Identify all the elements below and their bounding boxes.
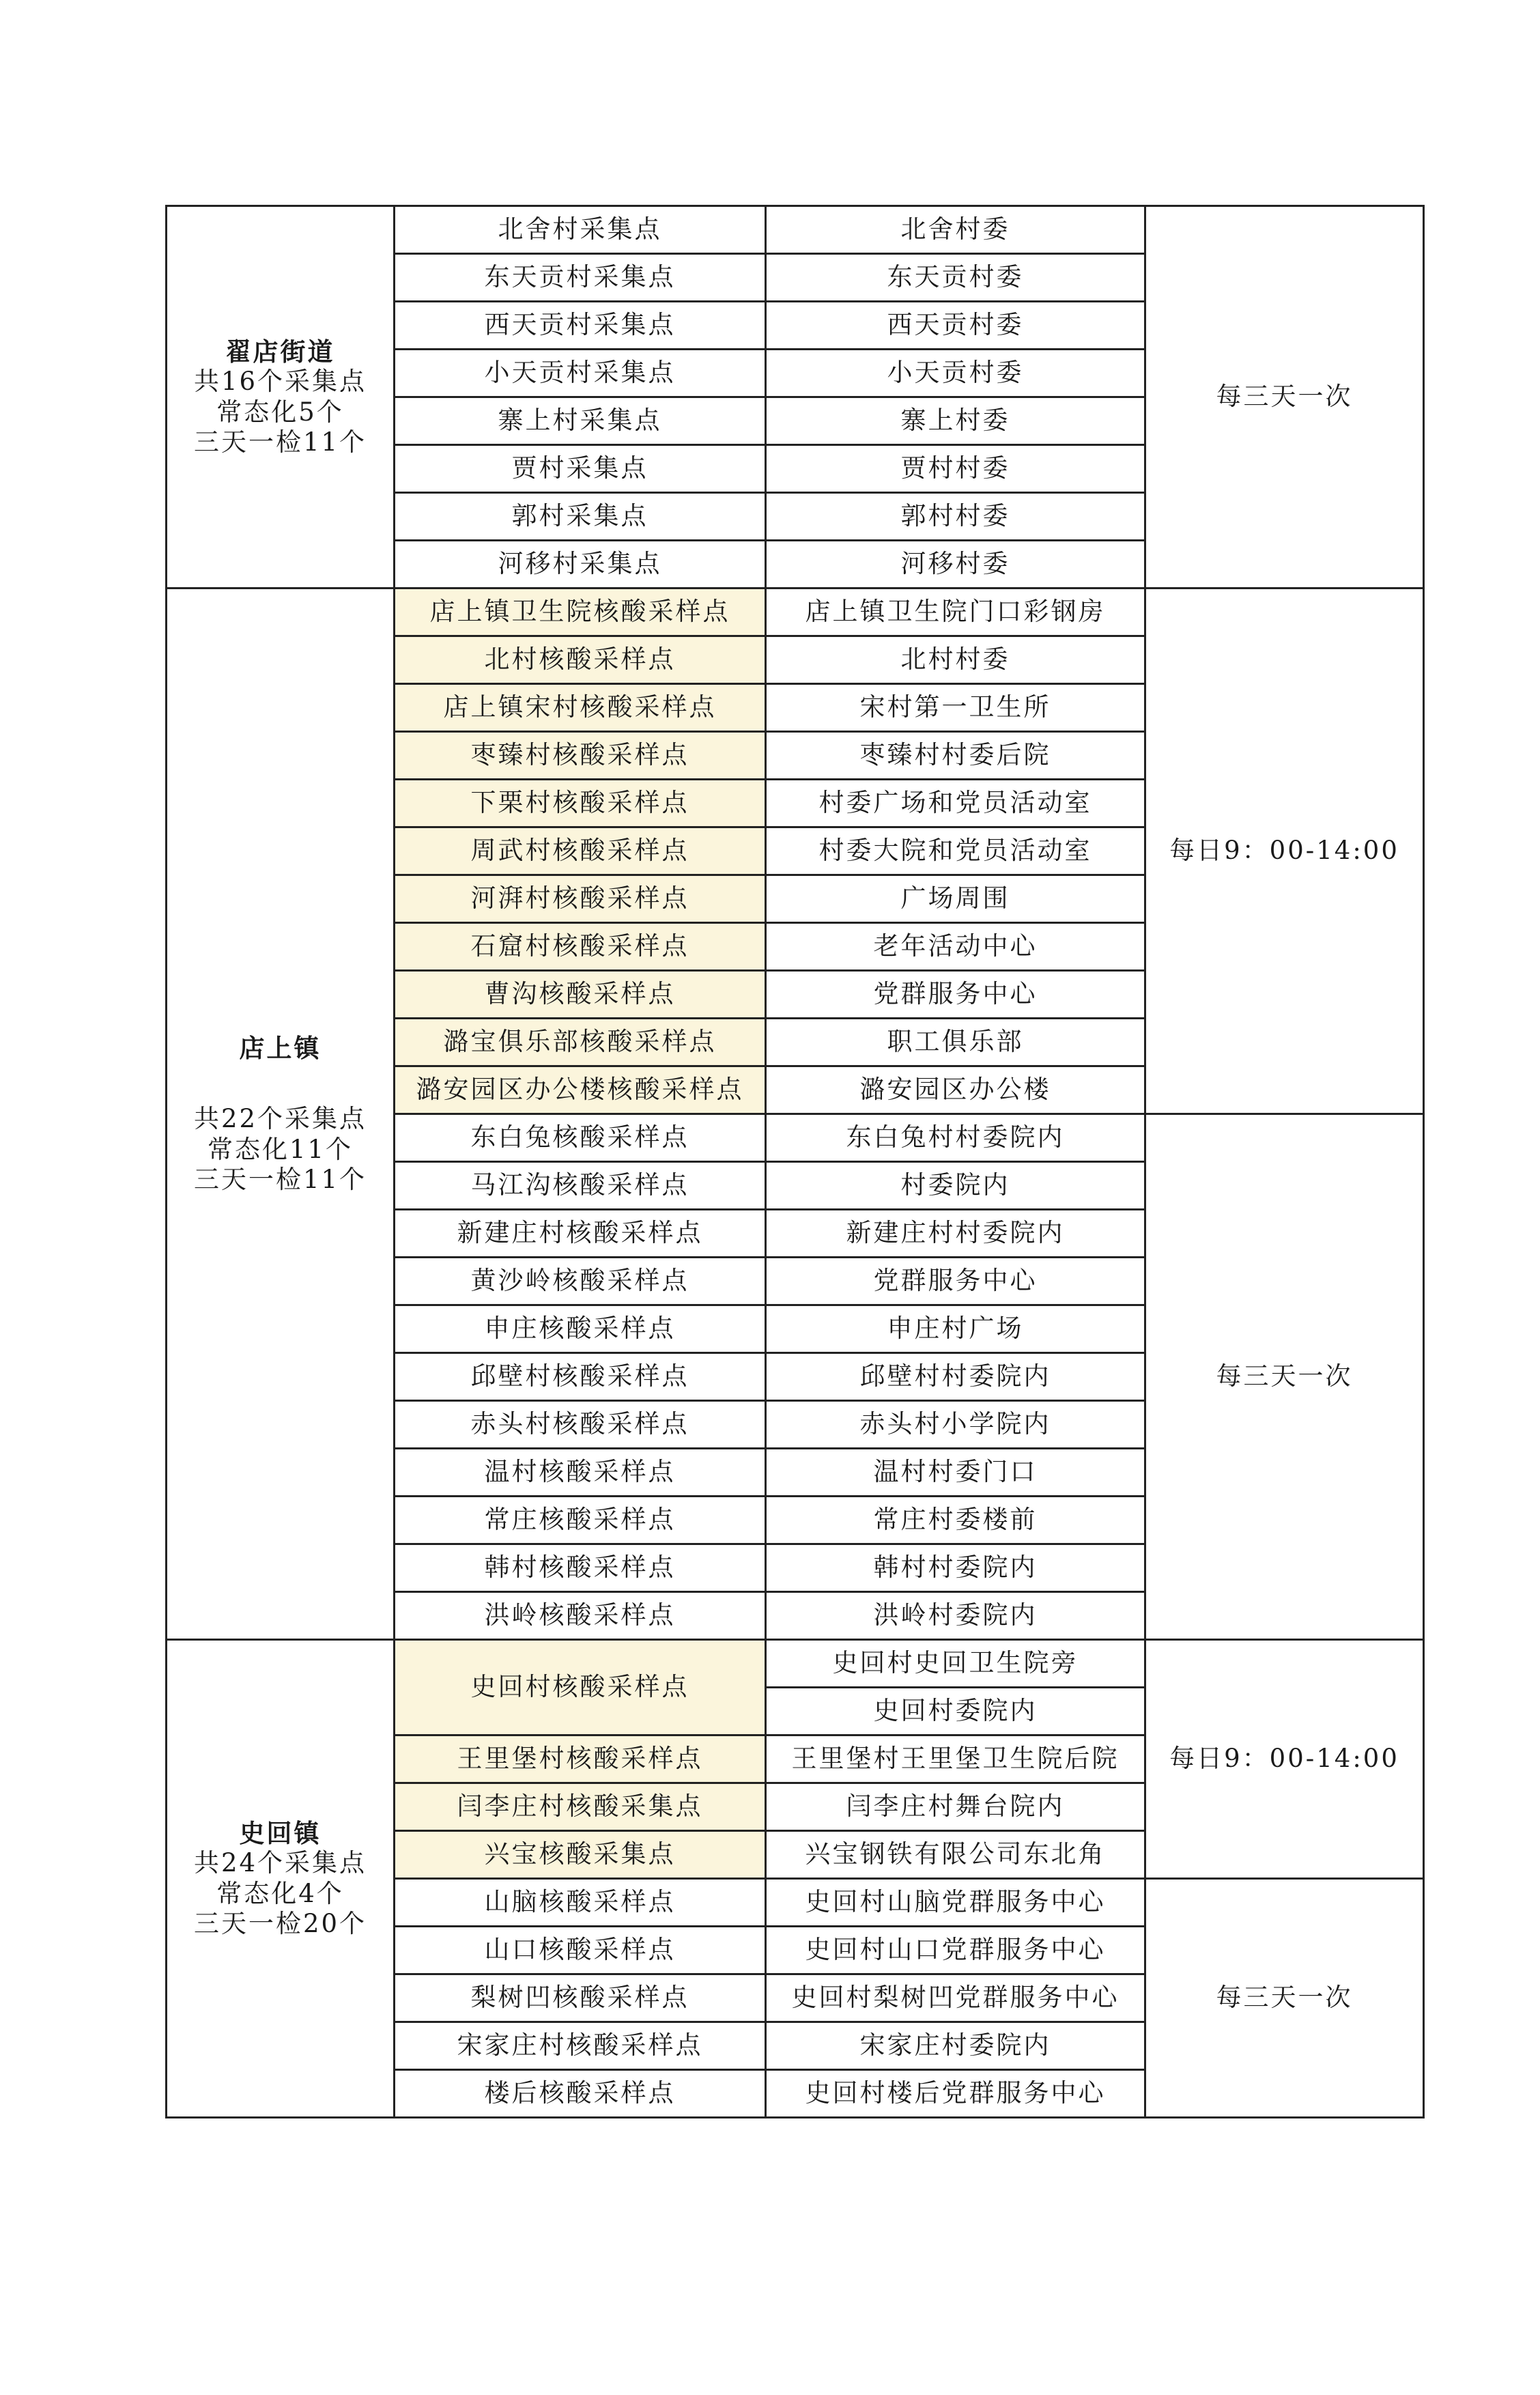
location-cell: 史回村委院内: [766, 1688, 1145, 1735]
site-name-cell: 下栗村核酸采样点: [395, 780, 766, 827]
location-cell: 史回村山脑党群服务中心: [766, 1879, 1145, 1927]
location-cell: 邱壁村村委院内: [766, 1353, 1145, 1401]
district-cell: [167, 206, 395, 589]
location-cell: 北舍村委: [766, 206, 1145, 254]
site-name-cell: 马江沟核酸采样点: [395, 1162, 766, 1210]
frequency-cell: 每日9：00-14:00: [1145, 589, 1424, 1114]
district-summary-line: 常态化11个: [207, 1134, 354, 1164]
site-name-cell: 周武村核酸采样点: [395, 827, 766, 875]
location-cell: 党群服务中心: [766, 1258, 1145, 1305]
location-cell: 申庄村广场: [766, 1305, 1145, 1353]
location-cell: 贾村村委: [766, 445, 1145, 493]
location-cell: 村委广场和党员活动室: [766, 780, 1145, 827]
district-summary-line: 共24个采集点: [193, 1848, 367, 1878]
site-name-cell: 河移村采集点: [395, 541, 766, 589]
site-name-cell: 温村核酸采样点: [395, 1449, 766, 1497]
district-summary-line: 常态化4个: [216, 1878, 344, 1908]
location-cell: 北村村委: [766, 636, 1145, 684]
site-name-cell: 石窟村核酸采样点: [395, 923, 766, 971]
district-summary-line: 共16个采集点: [193, 367, 367, 397]
site-name-cell: 梨树凹核酸采样点: [395, 1974, 766, 2022]
district-cell: [167, 1640, 395, 2118]
district-summary-line: 常态化5个: [216, 397, 344, 427]
site-name-cell: 常庄核酸采样点: [395, 1497, 766, 1544]
site-name-cell: 邱壁村核酸采样点: [395, 1353, 766, 1401]
site-name-cell: 黄沙岭核酸采样点: [395, 1258, 766, 1305]
location-cell: 常庄村委楼前: [766, 1497, 1145, 1544]
location-cell: 赤头村小学院内: [766, 1401, 1145, 1449]
location-cell: 村委院内: [766, 1162, 1145, 1210]
site-name-cell: 王里堡村核酸采样点: [395, 1735, 766, 1783]
location-cell: 职工俱乐部: [766, 1019, 1145, 1066]
frequency-cell: 每三天一次: [1145, 1114, 1424, 1640]
site-name-cell: 北村核酸采样点: [395, 636, 766, 684]
site-name-cell: 山脑核酸采样点: [395, 1879, 766, 1927]
location-cell: 新建庄村村委院内: [766, 1210, 1145, 1258]
site-name-cell: 赤头村核酸采样点: [395, 1401, 766, 1449]
site-name-cell: 枣臻村核酸采样点: [395, 732, 766, 780]
location-cell: 郭村村委: [766, 493, 1145, 541]
location-cell: 史回村楼后党群服务中心: [766, 2070, 1145, 2118]
location-cell: 党群服务中心: [766, 971, 1145, 1019]
location-cell: 洪岭村委院内: [766, 1592, 1145, 1640]
district-name: 翟店街道: [225, 336, 335, 367]
table-row: [167, 206, 1424, 254]
site-name-cell: 潞安园区办公楼核酸采样点: [395, 1066, 766, 1114]
location-cell: 河移村委: [766, 541, 1145, 589]
location-cell: 东白兔村村委院内: [766, 1114, 1145, 1162]
location-cell: 王里堡村王里堡卫生院后院: [766, 1735, 1145, 1783]
location-cell: 潞安园区办公楼: [766, 1066, 1145, 1114]
site-name-cell: 店上镇宋村核酸采样点: [395, 684, 766, 732]
frequency-cell: 每三天一次: [1145, 206, 1424, 589]
site-name-cell: 山口核酸采样点: [395, 1927, 766, 1974]
location-cell: 村委大院和党员活动室: [766, 827, 1145, 875]
site-name-cell: 河湃村核酸采样点: [395, 875, 766, 923]
district-cell: [167, 589, 395, 1640]
location-cell: 韩村村委院内: [766, 1544, 1145, 1592]
location-cell: 西天贡村委: [766, 302, 1145, 350]
site-name-cell: 店上镇卫生院核酸采样点: [395, 589, 766, 636]
location-cell: 兴宝钢铁有限公司东北角: [766, 1831, 1145, 1879]
site-name-cell: 小天贡村采集点: [395, 350, 766, 397]
location-cell: 店上镇卫生院门口彩钢房: [766, 589, 1145, 636]
location-cell: 东天贡村委: [766, 254, 1145, 302]
table-row: [167, 589, 1424, 636]
location-cell: 老年活动中心: [766, 923, 1145, 971]
location-cell: 宋村第一卫生所: [766, 684, 1145, 732]
table-body: [167, 206, 1424, 2118]
site-name-cell: 东天贡村采集点: [395, 254, 766, 302]
site-name-cell: 郭村采集点: [395, 493, 766, 541]
site-name-cell: 宋家庄村核酸采样点: [395, 2022, 766, 2070]
site-name-cell: 申庄核酸采样点: [395, 1305, 766, 1353]
site-name-cell: 兴宝核酸采集点: [395, 1831, 766, 1879]
location-cell: 闫李庄村舞台院内: [766, 1783, 1145, 1831]
location-cell: 寨上村委: [766, 397, 1145, 445]
site-name-cell: 新建庄村核酸采样点: [395, 1210, 766, 1258]
site-name-cell: 寨上村采集点: [395, 397, 766, 445]
location-cell: 史回村梨树凹党群服务中心: [766, 1974, 1145, 2022]
table-row: [167, 1640, 1424, 1688]
location-cell: 小天贡村委: [766, 350, 1145, 397]
frequency-cell: 每三天一次: [1145, 1879, 1424, 2118]
site-name-cell: 贾村采集点: [395, 445, 766, 493]
site-name-cell: 韩村核酸采样点: [395, 1544, 766, 1592]
site-name-cell: 洪岭核酸采样点: [395, 1592, 766, 1640]
location-cell: 温村村委门口: [766, 1449, 1145, 1497]
district-name: 店上镇: [239, 1032, 322, 1063]
location-cell: 史回村山口党群服务中心: [766, 1927, 1145, 1974]
site-name-cell: 史回村核酸采样点: [395, 1640, 766, 1735]
frequency-cell: 每日9：00-14:00: [1145, 1640, 1424, 1879]
site-name-cell: 闫李庄村核酸采集点: [395, 1783, 766, 1831]
district-summary-line: 三天一检11个: [193, 1164, 367, 1194]
site-name-cell: 西天贡村采集点: [395, 302, 766, 350]
district-summary-line: 三天一检20个: [193, 1908, 367, 1938]
location-cell: 史回村史回卫生院旁: [766, 1640, 1145, 1688]
site-name-cell: 曹沟核酸采样点: [395, 971, 766, 1019]
district-summary-line: 三天一检11个: [193, 427, 367, 457]
location-cell: 广场周围: [766, 875, 1145, 923]
site-name-cell: 北舍村采集点: [395, 206, 766, 254]
district-name: 史回镇: [239, 1817, 322, 1848]
site-name-cell: 东白兔核酸采样点: [395, 1114, 766, 1162]
testing-sites-table: [165, 205, 1425, 2118]
site-name-cell: 楼后核酸采样点: [395, 2070, 766, 2118]
district-summary-line: 共22个采集点: [193, 1104, 367, 1134]
location-cell: 宋家庄村委院内: [766, 2022, 1145, 2070]
location-cell: 枣臻村村委后院: [766, 732, 1145, 780]
site-name-cell: 潞宝俱乐部核酸采样点: [395, 1019, 766, 1066]
